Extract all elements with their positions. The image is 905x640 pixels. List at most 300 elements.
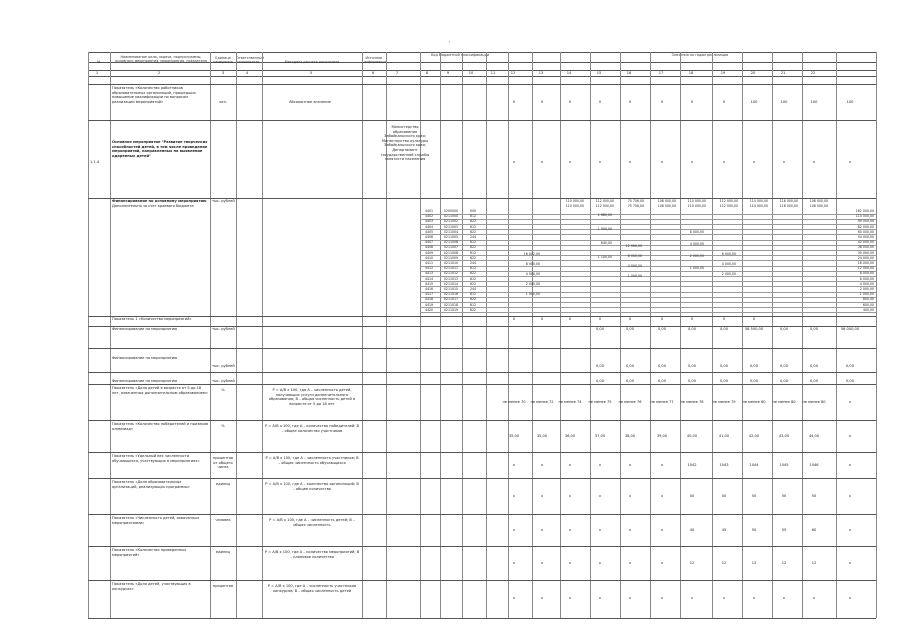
indicator-unit: процентов <box>212 584 234 588</box>
indicator-value: х <box>848 400 852 404</box>
fin-vr: 612 <box>469 266 477 271</box>
r6-value: 0,00 <box>657 379 666 383</box>
r3-value: 0 <box>512 317 516 321</box>
r2-value: х <box>512 160 516 164</box>
r1-value: 0 <box>690 100 694 104</box>
fin-kbk: 0211018 <box>443 302 459 307</box>
fin-code: 4401 <box>424 209 434 213</box>
indicator-value: 35,00 <box>536 434 548 438</box>
r2-value: х <box>568 160 572 164</box>
r1-formula: Абсолютное значение <box>289 100 331 104</box>
indicator-value: 12 <box>811 561 817 565</box>
header-source: Источник информации <box>364 56 387 65</box>
indicator-value: х <box>628 528 632 532</box>
indicator-value: х <box>540 528 544 532</box>
r5-value: 0,00 <box>625 364 634 368</box>
r2-value: х <box>812 160 816 164</box>
indicator-value: х <box>628 596 632 600</box>
row-line <box>88 372 876 373</box>
r3-value: 0 <box>628 317 632 321</box>
fin-kbk: 0211014 <box>443 281 459 286</box>
fin-colE-value: 6 000,00 <box>721 252 736 256</box>
fin-row-line <box>420 240 876 241</box>
grid-vline <box>560 52 561 618</box>
indicator-row-line <box>88 546 876 547</box>
fin-total: 114 000,00 <box>855 214 874 219</box>
r6-value: 0,00 <box>809 379 818 383</box>
fin-total: 82 000,00 <box>857 224 874 229</box>
indicator-value: не менее 72 <box>530 400 554 404</box>
r4-value: 0,00 <box>687 327 696 331</box>
fin-row-line <box>420 219 876 220</box>
fin-colB-value: 1 000,00 <box>597 227 612 231</box>
fin-total: 99 000,00 <box>857 219 874 224</box>
r3-value: 0 <box>598 317 602 321</box>
grid-vline <box>802 52 803 618</box>
fin-row-line <box>420 271 876 272</box>
indicator-formula: Р = А/В х 100, где А – численность участников; В – общая численность обучающихся <box>265 456 359 465</box>
column-number: 20 <box>750 71 756 75</box>
r4-unit: тыс. рублей <box>212 327 235 331</box>
r5-value: 0,00 <box>595 364 604 368</box>
r1-value: 0 <box>540 100 544 104</box>
fin-total: 54 000,00 <box>857 235 874 239</box>
fin-total: 38 000,00 <box>857 245 874 250</box>
fin-colA-value: 16 002,00 <box>523 252 540 256</box>
indicator-value: не менее 77 <box>650 400 674 404</box>
indicator-value: х <box>568 494 572 498</box>
fin-vr: 622 <box>469 307 477 312</box>
column-number: 21 <box>780 71 786 75</box>
fin-code: 4405 <box>424 229 434 234</box>
fin-code: 4407 <box>424 240 434 245</box>
column-number: 17 <box>658 71 664 75</box>
fin-row-line <box>420 250 876 251</box>
fin-code: 4411 <box>424 261 434 265</box>
indicator-value: 45 <box>721 528 727 532</box>
indicator-formula: Р = А/В х 100, где А – численность участников конкурсов; В – общая численность детей <box>267 584 357 593</box>
grid-vline <box>876 52 877 618</box>
indicator-value: х <box>568 596 572 600</box>
r1-value: 100 <box>846 100 854 104</box>
fin-colD-value: 4 000,00 <box>689 242 704 246</box>
header-name: Наименование цели, задачи, подпрограммы, основного мероприятия, мероприятия, показателя <box>115 55 207 64</box>
r4-value: 0,00 <box>625 327 634 331</box>
fin-total: 162 000,00 <box>855 209 874 213</box>
indicator-formula: Р = А/В х 100, где А – количество победителей; В – общее количество участников <box>264 424 360 433</box>
indicator-value: х <box>512 494 516 498</box>
r1-value: 0 <box>722 100 726 104</box>
fin-code: 4416 <box>424 287 434 291</box>
fin-row-line <box>420 307 876 308</box>
r2-name: Основное мероприятие "Развитие творческих способностей детей, в том числе проведение мероприятий, направленных на выявление одаренных детей" <box>112 140 208 158</box>
r4-value: 0,00 <box>779 327 788 331</box>
fin-code: 4409 <box>424 250 434 255</box>
indicator-value: х <box>848 561 852 565</box>
r4-value: 0,00 <box>809 327 818 331</box>
r6-value: 0,00 <box>779 379 788 383</box>
r4-label: Финансирование по мероприятию <box>112 327 178 331</box>
r1-value: 0 <box>628 100 632 104</box>
fin-vr: 612 <box>469 250 477 255</box>
fin-top-value: 116 000,00 <box>779 199 798 203</box>
indicator-value: х <box>848 596 852 600</box>
fin-top-value: 108 000,00 <box>809 199 828 203</box>
indicator-value: 38,00 <box>624 434 636 438</box>
fin-vr: 244 <box>469 261 477 265</box>
fin-top-value-2: 112 000,00 <box>595 203 614 208</box>
r3-label: Показатель 1 «Количество мероприятий» <box>112 317 192 321</box>
column-number: 2 <box>157 71 161 75</box>
table-bottom-line <box>88 618 876 619</box>
fin-row-line <box>420 286 876 287</box>
fin-colD-value: 2 000,00 <box>689 254 704 258</box>
indicator-formula: Р = А/В х 100, где А – количество организаций; В – общее количество <box>265 482 359 491</box>
indicator-name: Показатель «Количество проведенных мероприятий» <box>112 548 187 557</box>
indicator-row-line <box>88 478 876 479</box>
r1-value: 100 <box>750 100 758 104</box>
grid-vline <box>462 52 463 618</box>
fin-vr: 622 <box>469 281 477 286</box>
fin-total: 400,00 <box>862 307 874 312</box>
indicator-value: х <box>568 463 572 467</box>
indicator-value: х <box>690 596 694 600</box>
indicator-value: х <box>722 596 726 600</box>
fin-vr: 622 <box>469 255 477 260</box>
fin-top-value-2: 110 000,00 <box>687 203 706 208</box>
page-mark: , <box>449 38 451 44</box>
column-number: 1 <box>95 71 99 75</box>
r2-num: 1.1.4 <box>90 160 100 164</box>
indicator-value: х <box>598 463 602 467</box>
indicator-value: 36,00 <box>564 434 576 438</box>
indicator-unit: человек <box>215 518 231 522</box>
fin-kbk: 0211007 <box>443 245 459 250</box>
indicator-value: х <box>568 561 572 565</box>
fin-vr: 244 <box>469 235 477 239</box>
fin-code: 4417 <box>424 292 434 297</box>
fin-top-value-2: 114 000,00 <box>749 203 768 208</box>
fin-kbk: 0211010 <box>443 261 459 265</box>
fin-kbk: 0211008 <box>443 250 459 255</box>
indicator-value: 43,00 <box>778 434 790 438</box>
r6-value: 0,00 <box>625 379 634 383</box>
fin-kbk: 0211006 <box>443 240 459 245</box>
grid-vline <box>262 52 263 618</box>
r5-value: 0,00 <box>779 364 788 368</box>
fin-colD-value: 8 000,00 <box>689 230 704 234</box>
row-line <box>88 348 876 349</box>
grid-vline <box>236 52 237 618</box>
grid-vline <box>742 52 743 618</box>
indicator-value: 44,00 <box>808 434 820 438</box>
indicator-value: 12 <box>721 561 727 565</box>
r5-label: Финансирование по мероприятию <box>112 356 178 360</box>
indicator-row-line <box>88 420 876 421</box>
fin-top-value: 112 000,00 <box>595 199 614 203</box>
grid-vline <box>88 52 89 618</box>
indicator-value: х <box>660 596 664 600</box>
r3-value: 0 <box>568 317 572 321</box>
fin-kbk: 0211002 <box>443 219 459 224</box>
fin-kbk: 0211005 <box>443 235 459 239</box>
indicator-value: х <box>512 596 516 600</box>
fin-code: 4413 <box>424 271 434 276</box>
column-number: 15 <box>596 71 602 75</box>
colnum-bottom-line <box>88 76 876 77</box>
fin-row-line <box>420 234 876 235</box>
fin-vr: 622 <box>469 297 477 302</box>
fin-top-value: 75 756,00 <box>627 199 644 203</box>
fin-row-line <box>420 281 876 282</box>
fin-colB-value: 1 100,00 <box>597 255 612 259</box>
r6-value: 0,00 <box>595 379 604 383</box>
fin-kbk: 0211000 <box>443 214 459 219</box>
fin-total: 800,00 <box>862 297 874 302</box>
fin-vr: 622 <box>469 245 477 250</box>
grid-vline <box>680 52 681 618</box>
fin-kbk: 0211012 <box>443 271 459 276</box>
indicator-value: 41,00 <box>718 434 730 438</box>
r5-value: 0,00 <box>657 364 666 368</box>
indicator-row-line <box>88 452 876 453</box>
fin-top-value: 110 000,00 <box>565 199 584 203</box>
indicator-name: Показатель «Численность детей, охваченных мероприятиями» <box>112 516 200 525</box>
fin-code: 4404 <box>424 224 434 229</box>
r1-value: 100 <box>780 100 788 104</box>
fin-row-line <box>420 292 876 293</box>
indicator-value: х <box>848 494 852 498</box>
indicator-value: не менее 80 <box>802 400 826 404</box>
indicator-unit: % <box>221 424 225 428</box>
column-number: 16 <box>626 71 632 75</box>
r1-value: 0 <box>660 100 664 104</box>
fin-colD-value: 1 000,00 <box>689 266 704 270</box>
column-number: 11 <box>490 71 496 75</box>
indicator-value: 40,00 <box>686 434 698 438</box>
fin-vr: 622 <box>469 229 477 234</box>
fin-kbk: 0211009 <box>443 255 459 260</box>
r6-unit: тыс. рублей <box>212 379 235 383</box>
indicator-value: 1045 <box>779 463 789 467</box>
indicator-value: 1046 <box>809 463 819 467</box>
indicator-value: не менее 70 <box>502 400 526 404</box>
indicator-formula: Р = А/В х 100, где А – численность детей; В – общая численность <box>269 518 355 527</box>
fin-vr: 622 <box>469 271 477 276</box>
column-number: 5 <box>309 71 313 75</box>
fin-vr: 612 <box>469 240 477 245</box>
r2-value: х <box>540 160 544 164</box>
indicator-value: х <box>598 561 602 565</box>
r1-value: 0 <box>512 100 516 104</box>
column-number: 9 <box>446 71 450 75</box>
fin-row-line <box>420 224 876 225</box>
column-number: 4 <box>245 71 249 75</box>
indicator-value: 1044 <box>749 463 759 467</box>
indicator-value: 50 <box>811 494 817 498</box>
indicator-value: 12 <box>751 561 757 565</box>
indicator-value: х <box>512 561 516 565</box>
header-kbk: Код бюджетной классификации <box>430 53 490 57</box>
fin-code: 4415 <box>424 281 434 286</box>
fin-row-line <box>420 245 876 246</box>
fin-code: 4420 <box>424 307 434 312</box>
r2-value: х <box>628 160 632 164</box>
fin-kbk: 0211003 <box>443 224 459 229</box>
row-line <box>88 84 876 85</box>
indicator-row-line <box>88 384 876 385</box>
r3-value: 0 <box>722 317 726 321</box>
column-number: 10 <box>468 71 474 75</box>
indicator-name: Показатель «Количество победителей и призеров олимпиад» <box>112 422 208 431</box>
indicator-value: не менее 76 <box>618 400 642 404</box>
row-line <box>88 120 876 121</box>
indicator-formula: Р = А/В х 100, где А – количество мероприятий; В – плановое количество <box>264 550 360 559</box>
indicator-value: 40 <box>689 528 695 532</box>
indicator-value: х <box>512 528 516 532</box>
r5-value: 0,00 <box>845 364 854 368</box>
r5-unit: тыс. рублей <box>212 364 235 368</box>
indicator-value: х <box>752 596 756 600</box>
fin-code: 4412 <box>424 266 434 271</box>
fin-row-line <box>420 260 876 261</box>
indicator-name: Показатель «Доля детей, участвующих в конкурсах» <box>112 582 191 591</box>
fin-total: 24 000,00 <box>857 255 874 260</box>
fin-vr: 244 <box>469 287 477 291</box>
fin-total: 8 000,00 <box>859 271 874 276</box>
fin-top-value: 112 000,00 <box>719 199 738 203</box>
fin-kbk: 0211011 <box>443 266 459 271</box>
grid-vline <box>532 52 533 618</box>
fin-code: 4408 <box>424 245 434 250</box>
r2-value: х <box>752 160 756 164</box>
r2-value: х <box>660 160 664 164</box>
header-values: Значения по годам реализации <box>671 53 729 57</box>
indicator-value: х <box>848 434 852 438</box>
fin-colA-value: 1 000,00 <box>525 292 540 296</box>
fin-total: 4 000,00 <box>859 281 874 286</box>
fin-colC-value: 4 000,00 <box>627 264 642 268</box>
fin-total: 2 000,00 <box>859 287 874 291</box>
fin-total: 42 000,00 <box>857 240 874 245</box>
r1-value: 100 <box>810 100 818 104</box>
fin-top-value: 110 000,00 <box>687 199 706 203</box>
fin-row-line <box>420 297 876 298</box>
grid-vline <box>650 52 651 618</box>
fin-row-line <box>420 229 876 230</box>
r3-value: 0 <box>690 317 694 321</box>
indicator-value: х <box>540 463 544 467</box>
fin-top-value: 114 000,00 <box>749 199 768 203</box>
indicator-value: х <box>598 596 602 600</box>
indicator-value: х <box>660 494 664 498</box>
fin-row-line <box>420 255 876 256</box>
column-number: 7 <box>395 71 399 75</box>
fin-kbk: 0211015 <box>443 287 459 291</box>
grid-vline <box>836 52 837 618</box>
r5-value: 0,00 <box>809 364 818 368</box>
indicator-value: 60 <box>811 528 817 532</box>
indicator-value: х <box>540 561 544 565</box>
header-formula: Методика расчета показателя <box>284 60 340 64</box>
indicator-value: х <box>598 494 602 498</box>
fin-unit: тыс. рублей <box>212 199 235 203</box>
fin-kbk: 0200000 <box>443 209 459 213</box>
fin-code: 4406 <box>424 235 434 239</box>
indicator-value: 37,00 <box>594 434 606 438</box>
r6-value: 0,00 <box>749 379 758 383</box>
fin-total: 600,00 <box>862 302 874 307</box>
indicator-value: х <box>628 494 632 498</box>
fin-total: 12 000,00 <box>857 266 874 271</box>
r6-value: 0,00 <box>719 379 728 383</box>
column-number: 14 <box>566 71 572 75</box>
header-resp: Ответственный исполнитель <box>236 56 264 65</box>
fin-code: 4419 <box>424 302 434 307</box>
fin-vr: 622 <box>469 219 477 224</box>
grid-vline <box>210 52 211 618</box>
fin-top-value-2: 75 756,00 <box>627 203 644 208</box>
indicator-value: х <box>660 561 664 565</box>
r1-name: Показатель «Количество работников образовательных организаций, прошедших повышение квалификации по вопросам реализации мероприятий» <box>112 86 196 104</box>
indicator-value: х <box>628 561 632 565</box>
grid-vline <box>110 52 111 618</box>
fin-kbk: 0211013 <box>443 276 459 281</box>
indicator-value: 42,00 <box>748 434 760 438</box>
column-number: 8 <box>425 71 429 75</box>
r3-value: 0 <box>540 317 544 321</box>
fin-code: 4402 <box>424 214 434 219</box>
fin-row-line <box>420 302 876 303</box>
column-number: 3 <box>221 71 225 75</box>
fin-kbk: 0211016 <box>443 292 459 297</box>
indicator-value: 12 <box>689 561 695 565</box>
grid-vline <box>712 52 713 618</box>
fin-top-value-2: 112 000,00 <box>719 203 738 208</box>
fin-label-2: Дополнительно за счет краевого бюджета <box>112 204 194 208</box>
column-number: 19 <box>720 71 726 75</box>
indicator-name: Показатель «Доля образовательных организаций, реализующих программы» <box>112 480 190 489</box>
indicator-formula: Р = А/В х 100, где А – численность детей, получающих услуги дополнительного образования; В – общая численность детей в возрасте от 5 до 18 лет <box>268 388 356 406</box>
fin-colC-value: 12 000,00 <box>625 244 642 248</box>
grid-vline <box>440 52 441 618</box>
indicator-value: 55 <box>781 528 787 532</box>
indicator-name: Показатель «Доля детей в возрасте от 5 до 18 лет, охваченных дополнительным образованием» <box>112 386 208 395</box>
r6-value: 0,00 <box>687 379 696 383</box>
fin-colB-value: 1 680,00 <box>597 213 612 217</box>
grid-vline <box>508 52 509 618</box>
grid-vline <box>590 52 591 618</box>
fin-code: 4414 <box>424 276 434 281</box>
indicator-value: 1042 <box>687 463 697 467</box>
header-unit: Единица измерения <box>213 56 233 65</box>
r2-value: х <box>782 160 786 164</box>
grid-vline <box>362 52 363 618</box>
indicator-unit: % <box>221 388 225 392</box>
fin-row-line <box>420 276 876 277</box>
indicator-value: 35,00 <box>508 434 520 438</box>
fin-top-value-2: 108 000,00 <box>809 203 828 208</box>
indicator-value: х <box>660 463 664 467</box>
fin-code: 4410 <box>424 255 434 260</box>
fin-top-value-2: 110 000,00 <box>565 203 584 208</box>
fin-top-value-2: 116 000,00 <box>779 203 798 208</box>
r6-value: 0,00 <box>845 379 854 383</box>
indicator-value: 1043 <box>719 463 729 467</box>
fin-colE-value: 4 000,00 <box>721 262 736 266</box>
indicator-value: не менее 79 <box>712 400 736 404</box>
fin-colB-value: 640,00 <box>600 241 612 245</box>
